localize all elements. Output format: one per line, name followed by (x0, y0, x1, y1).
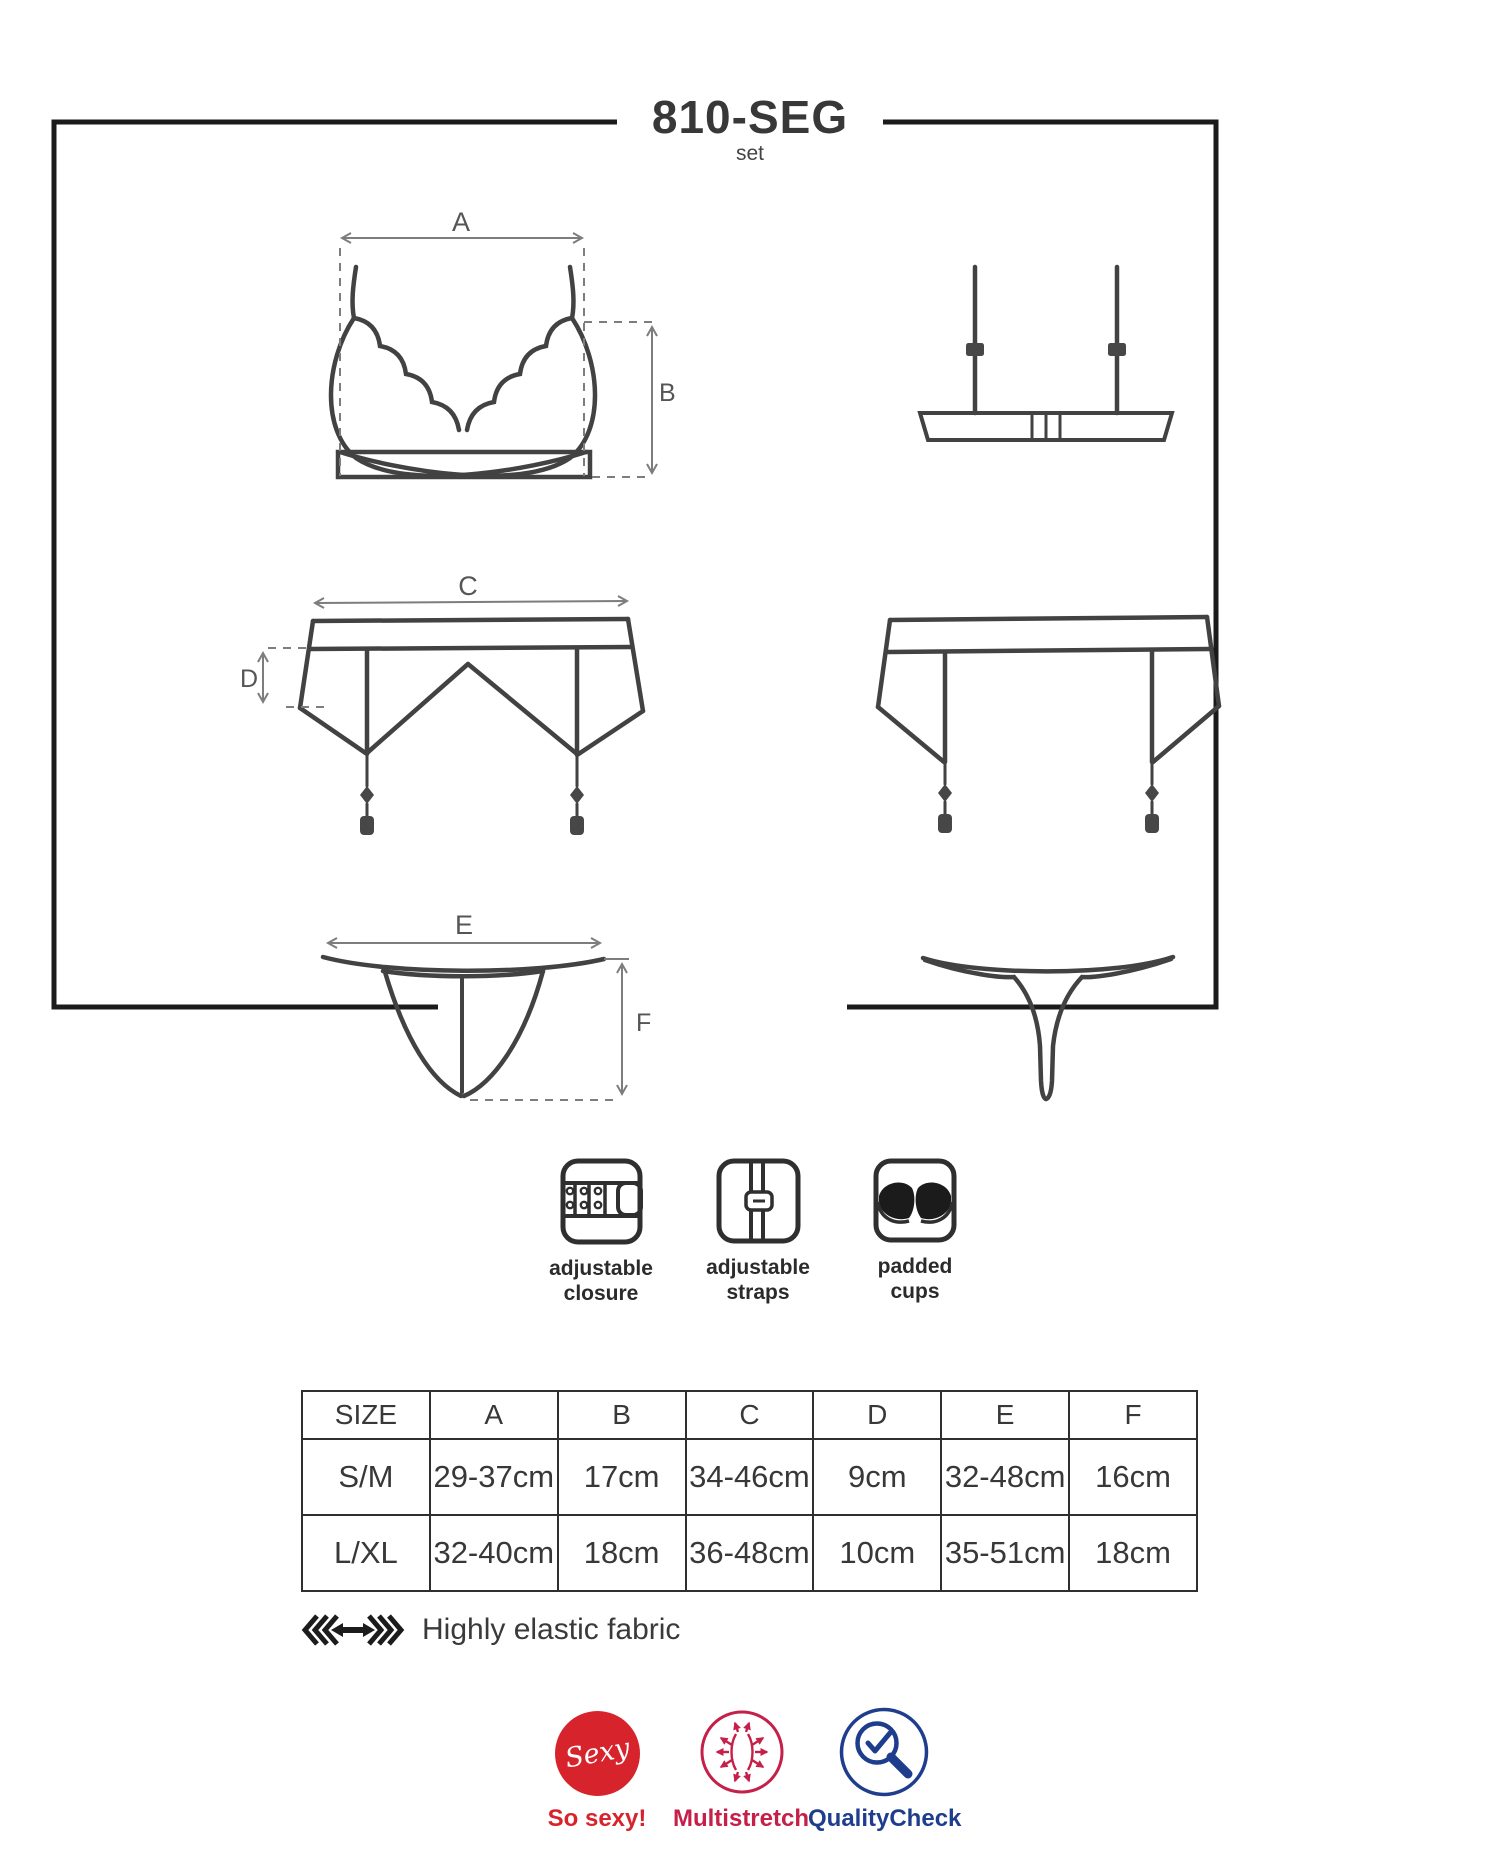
cell-size: S/M (302, 1439, 430, 1515)
table-row-lxl (302, 1515, 1197, 1591)
garter-back-drawing (878, 617, 1219, 833)
cell-value: 36-48cm (686, 1515, 814, 1591)
col-header-size: SIZE (302, 1391, 430, 1439)
feature-label-line: cups (890, 1280, 940, 1303)
frame-border (54, 122, 1216, 1007)
col-header-e: E (941, 1391, 1069, 1439)
feature-label-line: closure (563, 1282, 639, 1305)
so-sexy-badge-label: So sexy! (547, 1805, 647, 1832)
cell-value: 34-46cm (686, 1439, 814, 1515)
cell-value: 10cm (813, 1515, 941, 1591)
cell-value: 35-51cm (941, 1515, 1069, 1591)
cell-size: L/XL (302, 1515, 430, 1591)
multistretch-badge-icon (699, 1709, 785, 1795)
dimension-label-a: A (451, 207, 471, 237)
adjustable-straps-icon (716, 1158, 801, 1244)
feature-label-adjustable-straps (706, 1255, 810, 1305)
dimension-label-c: C (458, 571, 478, 601)
cell-value: 9cm (813, 1439, 941, 1515)
feature-label-line: adjustable (706, 1256, 810, 1279)
thong-back-drawing (923, 957, 1173, 1099)
padded-cups-icon (873, 1158, 957, 1243)
dimension-label-b: B (659, 379, 676, 407)
cell-value: 17cm (558, 1439, 686, 1515)
cell-value: 18cm (558, 1515, 686, 1591)
sexy-script-text: Sexy (562, 1732, 633, 1775)
feature-padded-cups (845, 1158, 985, 1306)
feature-adjustable-closure (531, 1158, 671, 1306)
fabric-note-text: Highly elastic fabric (422, 1613, 681, 1646)
cell-value: 32-48cm (941, 1439, 1069, 1515)
col-header-b: B (558, 1391, 686, 1439)
size-table (301, 1390, 1198, 1592)
feature-label-padded-cups (878, 1254, 953, 1304)
dimension-label-f: F (636, 1009, 652, 1037)
cell-value: 18cm (1069, 1515, 1197, 1591)
feature-adjustable-straps (688, 1158, 828, 1306)
qualitycheck-badge-icon (838, 1706, 930, 1798)
feature-label-adjustable-closure (549, 1256, 653, 1306)
fabric-note (301, 1612, 680, 1648)
col-header-a: A (430, 1391, 558, 1439)
col-header-c: C (686, 1391, 814, 1439)
dimension-label-e: E (454, 910, 474, 940)
feature-label-line: padded (877, 1255, 953, 1278)
bra-front-drawing (331, 267, 595, 477)
cell-value: 16cm (1069, 1439, 1197, 1515)
cell-value: 29-37cm (430, 1439, 558, 1515)
product-code-title: 810-SEG (651, 91, 849, 143)
feature-label-line: adjustable (549, 1257, 653, 1280)
cell-value: 32-40cm (430, 1515, 558, 1591)
garter-front-dimensions (263, 601, 627, 707)
dimension-label-d: D (239, 665, 259, 693)
elastic-stretch-icon (301, 1612, 405, 1648)
col-header-f: F (1069, 1391, 1197, 1439)
table-row-sm (302, 1439, 1197, 1515)
feature-label-line: straps (726, 1281, 790, 1304)
multistretch-badge-label: Multistretch (672, 1805, 809, 1832)
product-type-subtitle: set (735, 142, 764, 165)
col-header-d: D (813, 1391, 941, 1439)
qualitycheck-badge-label: QualityCheck (808, 1805, 962, 1832)
garter-front-drawing (300, 619, 643, 835)
so-sexy-badge-icon (555, 1711, 640, 1796)
size-table-header-row (302, 1391, 1197, 1439)
adjustable-closure-icon (560, 1158, 643, 1245)
thong-front-drawing (323, 957, 604, 1096)
bra-back-drawing (920, 267, 1172, 440)
bra-front-dimensions (340, 238, 652, 477)
feature-icons-row (531, 1158, 985, 1306)
